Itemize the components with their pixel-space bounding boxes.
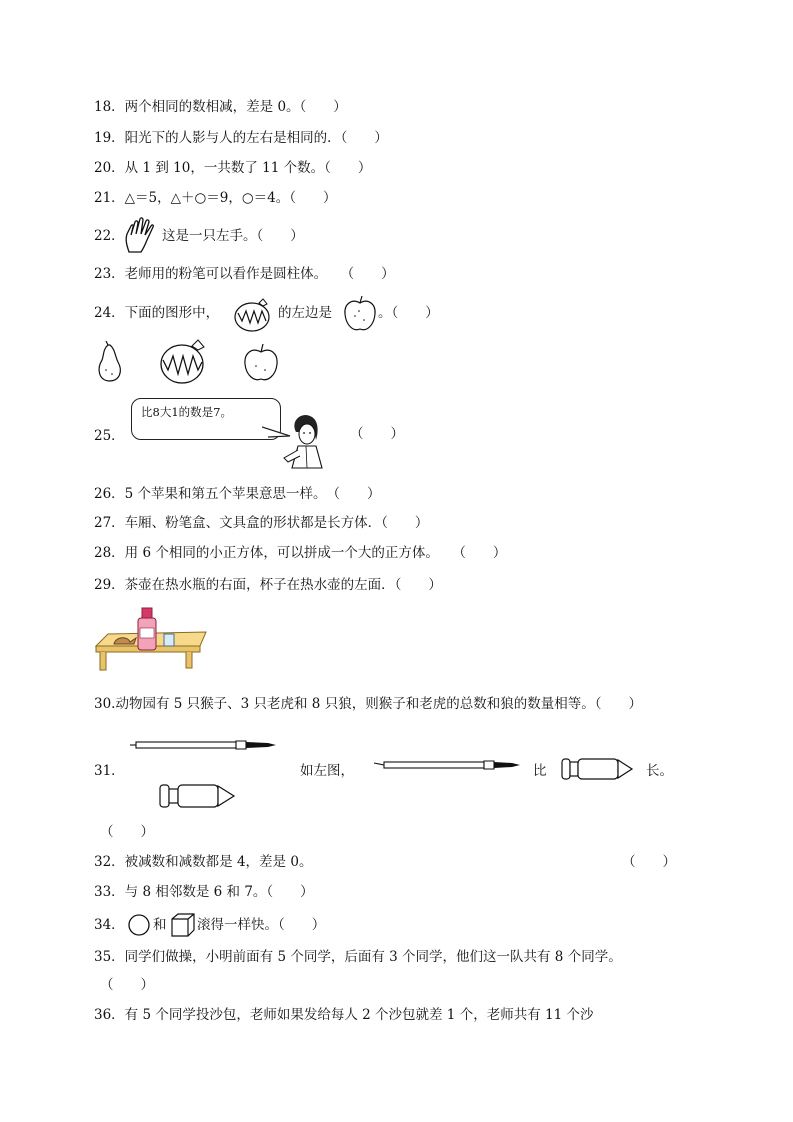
question-27: 27．车厢、粉笔盒、文具盒的形状都是长方体．（ ） [94,515,429,531]
question-31-number: 31． [94,763,125,779]
watermelon-icon [233,297,273,333]
apple-icon [342,294,378,334]
question-25-number: 25． [94,428,125,444]
question-22-text: 这是一只左手。（ ） [162,228,304,244]
question-23: 23．老师用的粉笔可以看作是圆柱体。 （ ） [94,266,395,282]
brush-long-icon [128,738,278,752]
question-34-suffix: 滚得一样快。（ ） [197,917,326,933]
question-26: 26．5 个苹果和第五个苹果意思一样。 （ ） [94,486,381,502]
question-24-mid: 的左边是 [278,305,332,321]
question-35: 35．同学们做操，小明前面有 5 个同学，后面有 3 个同学，他们这一队共有 8 个同学。 [94,949,622,965]
question-25-bracket: （ ） [350,426,404,442]
question-28: 28．用 6 个相同的小正方体，可以拼成一个大的正方体。 （ ） [94,545,507,561]
brush-short-icon [560,754,636,784]
question-32: 32．被减数和减数都是 4，差是 0。 [94,854,313,870]
question-34-number: 34． [94,917,125,933]
apple-icon [242,342,280,384]
brush-long-icon [372,758,522,772]
question-32-bracket: （ ） [622,854,676,870]
question-30: 30.动物园有 5 只猴子、3 只老虎和 8 只狼，则猴子和老虎的总数和狼的数量相等。（ ） [94,696,642,712]
question-29: 29．茶壶在热水瓶的右面，杯子在热水壶的左面．（ ） [94,577,442,593]
speech-bubble-text: 比8大1的数是7。 [141,405,232,419]
question-34-mid: 和 [153,917,167,933]
circle-icon [127,913,151,937]
question-31-part2: 比 [533,763,547,779]
question-31-part3: 长。 [646,763,673,779]
question-31-part1: 如左图， [300,763,354,779]
brush-short-icon [158,780,238,812]
question-33: 33．与 8 相邻数是 6 和 7。（ ） [94,884,314,900]
question-31-bracket: （ ） [100,824,154,840]
cube-icon [170,912,196,938]
question-19: 19．阳光下的人影与人的左右是相同的．（ ） [94,130,388,146]
hand-icon [121,216,165,256]
question-22-number: 22． [94,228,125,244]
question-24-suffix: 。（ ） [378,305,439,321]
pear-icon [94,340,126,384]
watermelon-icon [158,338,210,386]
question-35-bracket: （ ） [100,977,154,993]
question-21: 21．△＝5，△＋○＝9，○＝4。（ ） [94,190,337,206]
question-18: 18．两个相同的数相减，差是 0。（ ） [94,99,347,115]
question-36: 36．有 5 个同学投沙包，老师如果发给每人 2 个沙包就差 1 个，老师共有 11 个沙 [94,1007,594,1023]
question-20: 20．从 1 到 10，一共数了 11 个数。（ ） [94,160,372,176]
girl-icon [276,410,332,476]
question-24-prefix: 24．下面的图形中， [94,305,220,321]
table-scene-icon [94,606,210,672]
